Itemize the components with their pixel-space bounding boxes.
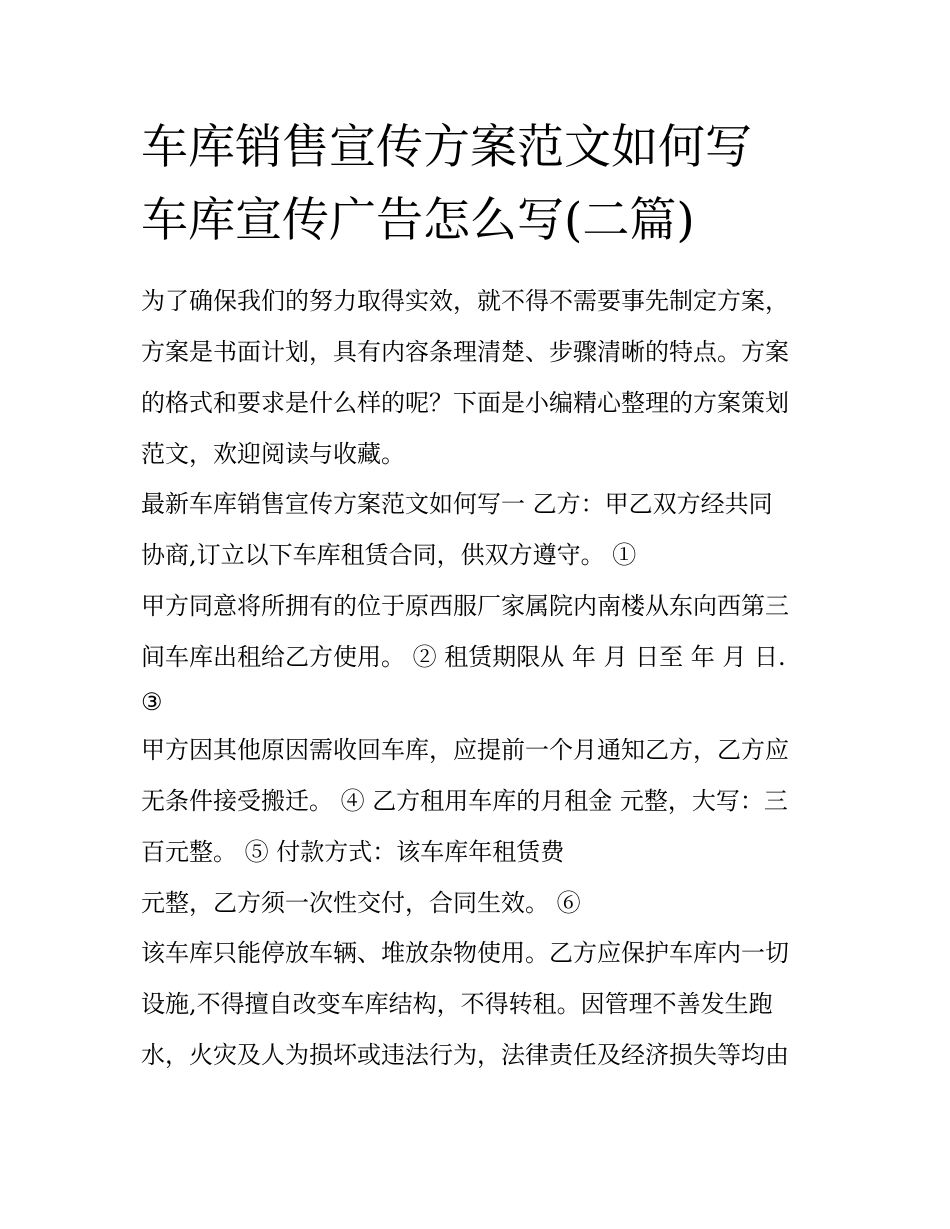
body-line: 间车库出租给乙方使用。 ② 租赁期限从 年 月 日至 年 月 日. — [141, 643, 786, 671]
body-line: ③ — [141, 688, 163, 716]
body-line: 设施,不得擅自改变车库结构，不得转租。因管理不善发生跑 — [141, 990, 773, 1018]
document-title-line-2: 车库宣传广告怎么写(二篇) — [141, 193, 695, 248]
body-line: 无条件接受搬迁。 ④ 乙方租用车库的月租金 元整，大写：三 — [141, 787, 788, 815]
body-line: 该车库只能停放车辆、堆放杂物使用。乙方应保护车库内一切 — [141, 939, 789, 967]
body-line: 协商,订立以下车库租赁合同，供双方遵守。 ① — [141, 541, 637, 569]
body-line: 百元整。 ⑤ 付款方式：该车库年租赁费 — [141, 838, 565, 866]
body-line: 方案是书面计划，具有内容条理清楚、步骤清晰的特点。方案 — [141, 338, 789, 366]
document-title-line-1: 车库销售宣传方案范文如何写 — [141, 120, 752, 175]
body-line: 水，火灾及人为损坏或违法行为，法律责任及经济损失等均由 — [141, 1041, 789, 1069]
body-line: 最新车库销售宣传方案范文如何写一 乙方：甲乙双方经共同 — [141, 490, 773, 518]
body-line: 元整，乙方须一次性交付，合同生效。 ⑥ — [141, 889, 581, 917]
body-line: 范文，欢迎阅读与收藏。 — [141, 440, 405, 468]
body-line: 的格式和要求是什么样的呢？下面是小编精心整理的方案策划 — [141, 389, 789, 417]
body-line: 甲方因其他原因需收回车库，应提前一个月通知乙方，乙方应 — [141, 736, 789, 764]
body-line: 甲方同意将所拥有的位于原西服厂家属院内南楼从东向西第三 — [141, 592, 789, 620]
body-line: 为了确保我们的努力取得实效，就不得不需要事先制定方案， — [141, 287, 789, 315]
